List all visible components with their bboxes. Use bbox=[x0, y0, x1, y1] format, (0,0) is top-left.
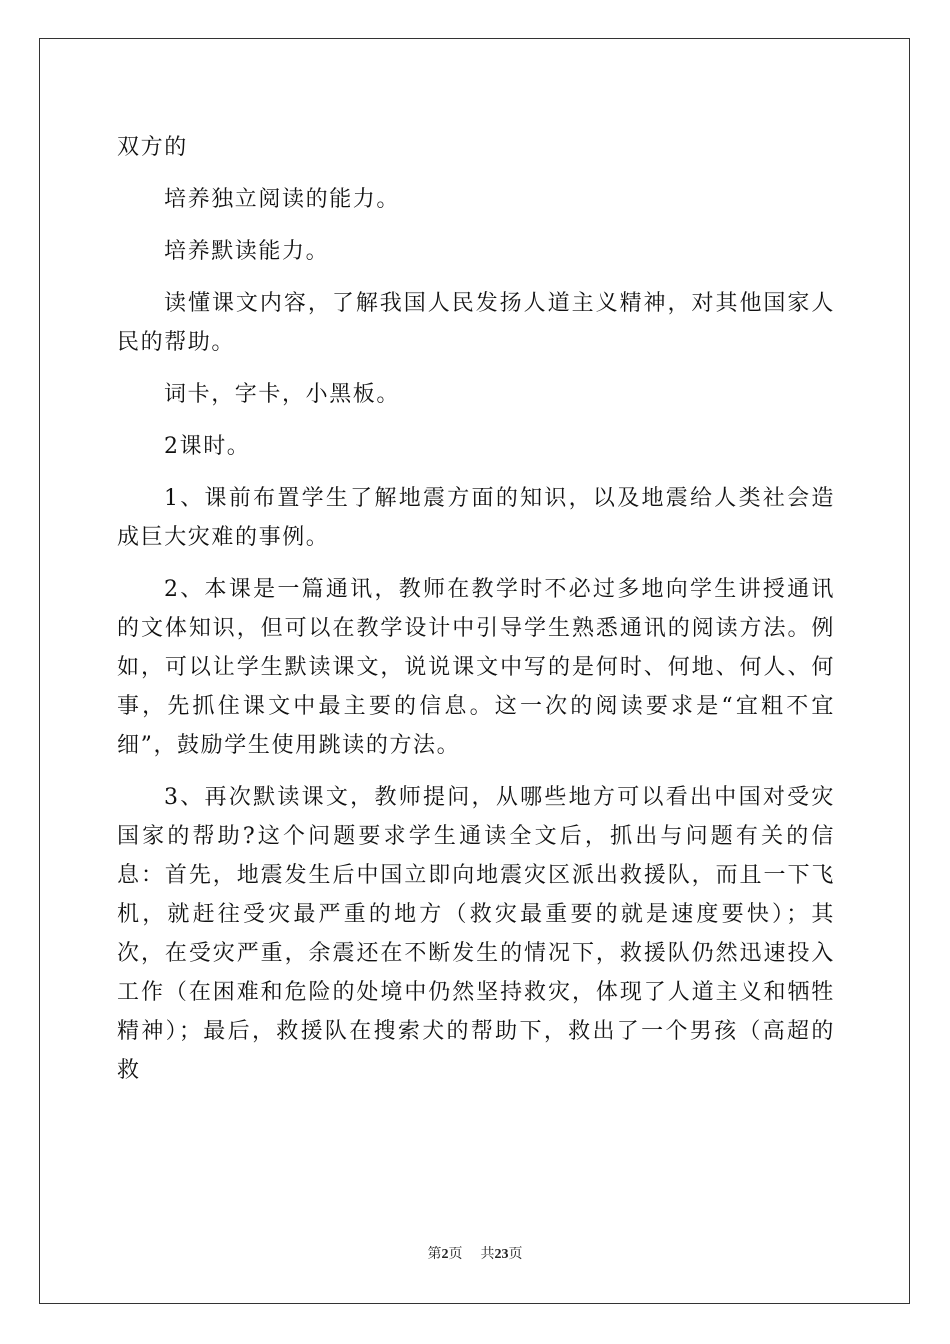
total-pages: 23 bbox=[494, 1247, 509, 1262]
paragraph-5: 词卡，字卡，小黑板。 bbox=[164, 382, 401, 407]
document-body bbox=[117, 128, 835, 1103]
paragraph-7: 1、课前布置学生了解地震方面的知识，以及地震给人类社会造成巨大灾难的事例。 bbox=[117, 486, 835, 550]
paragraph-2: 培养独立阅读的能力。 bbox=[164, 187, 401, 212]
page-suffix: 页 bbox=[448, 1247, 463, 1262]
total-suffix: 页 bbox=[508, 1247, 523, 1262]
paragraph-9: 3、再次默读课文，教师提问，从哪些地方可以看出中国对受灾国家的帮助?这个问题要求学生通读全文后，抓出与问题有关的信息：首先，地震发生后中国立即向地震灾区派出救援队，而且一下飞机，就赶往受灾最严重的地方（救灾最重要的就是速度要快）；其次，在受灾严重，余震还在不断发生的情况下，救援队仍然迅速投入工作（在困难和危险的处境中仍然坚持救灾，体现了人道主义和牺牲精神）；最后，救援队在搜索犬的帮助下，救出了一个男孩（高超的救 bbox=[117, 785, 835, 1083]
paragraph-1: 双方的 bbox=[117, 135, 188, 160]
page-number: 2 bbox=[441, 1247, 449, 1262]
page-footer bbox=[0, 1246, 950, 1264]
paragraph-4: 读懂课文内容，了解我国人民发扬人道主义精神，对其他国家人民的帮助。 bbox=[117, 291, 835, 355]
total-prefix: 共 bbox=[480, 1247, 495, 1262]
paragraph-6: 2课时。 bbox=[164, 434, 251, 459]
paragraph-8: 2、本课是一篇通讯，教师在教学时不必过多地向学生讲授通讯的文体知识，但可以在教学设计中引导学生熟悉通讯的阅读方法。例如，可以让学生默读课文，说说课文中写的是何时、何地、何人、何事，先抓住课文中最主要的信息。这一次的阅读要求是“宜粗不宜细”，鼓励学生使用跳读的方法。 bbox=[117, 577, 835, 758]
paragraph-3: 培养默读能力。 bbox=[164, 239, 330, 264]
page-prefix: 第 bbox=[427, 1247, 442, 1262]
